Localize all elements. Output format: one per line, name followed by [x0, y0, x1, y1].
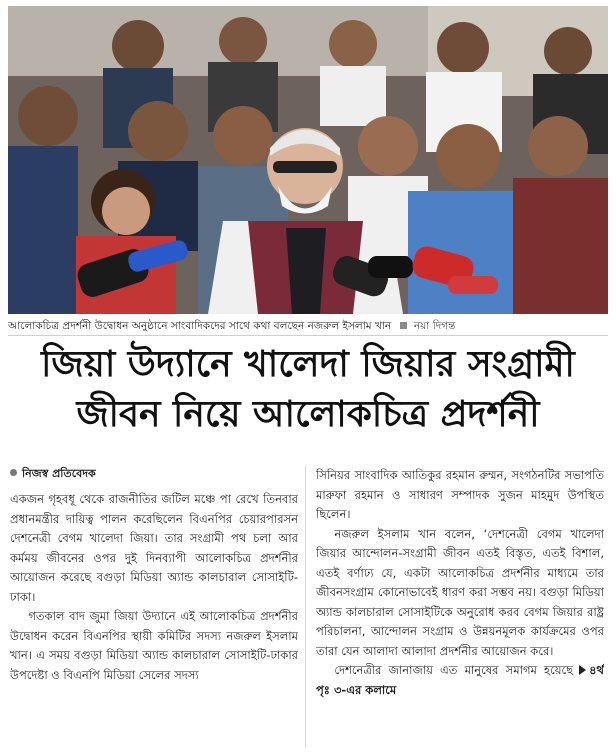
- headline-line-1: জিয়া উদ্যানে খালেদা জিয়ার সংগ্রামী: [41, 344, 575, 385]
- headline-line-2: জীবন নিয়ে আলোকচিত্র প্রদর্শনী: [76, 394, 540, 435]
- paragraph-last: [316, 661, 604, 700]
- bullet-dot-icon: [10, 469, 17, 476]
- caption-text: আলোকচিত্র প্রদর্শনী উদ্বোধন অনুষ্ঠানে সাংবাদিকদের সাথে কথা বলছেন নজরুল ইসলাম খান: [8, 320, 392, 332]
- paragraph: সিনিয়র সাংবাদিক আতিকুর রহমান রুম্মন, সংগঠনটির সভাপতি মারুফা রহমান ও সাধারণ সম্পাদক সুজন মাহমুদ উপস্থিত ছিলেন।: [316, 468, 604, 521]
- byline-text: নিজস্ব প্রতিবেদক: [22, 467, 96, 480]
- photo-illustration: [8, 6, 608, 314]
- photo-credit: নয়া দিগন্ত: [413, 320, 456, 332]
- photo-caption: [8, 317, 608, 336]
- column-divider: [305, 466, 306, 748]
- headline: [8, 340, 608, 440]
- paragraph: গতকাল বাদ জুমা জিয়া উদ্যানে এই আলোকচিত্র প্রদর্শনীর উদ্বোধন করেন বিএনপির স্থায়ী কমিটির সদস্য নজরুল ইসলাম খান। এ সময় বগুড়া মিডিয়া অ্যান্ড কালচারাল সোসাইটি-ঢাকার উপদেষ্টা ও বিএনপি মিডিয়া সেলের সদস্য: [10, 609, 298, 682]
- press-conference-photo: [8, 6, 608, 314]
- arrow-right-icon: [579, 665, 586, 675]
- square-bullet-icon: [400, 322, 407, 329]
- continuation-text: ৪র্থ পৃঃ ৩-এর কলামে: [316, 663, 604, 697]
- paragraph: একজন গৃহবধূ থেকে রাজনীতির জটিল মঞ্চে পা রেখে তিনবার প্রধানমন্ত্রীর দায়িত্ব পালন করেছিলেন বিএনপির চেয়ারপারসন দেশনেত্রী বেগম খালেদা জিয়া। তার সংগ্রামী পথ চলা আর কর্মময় জীবনের ওপর দুই দিনব্যাপী আলোকচিত্র প্রদর্শনীর আয়োজন করেছে বগুড়া মিডিয়া অ্যান্ড কালচারাল সোসাইটি-ঢাকা।: [10, 492, 298, 604]
- article-column-left: [10, 466, 298, 751]
- byline: [10, 466, 298, 482]
- article-column-right: [316, 466, 604, 751]
- paragraph-text: দেশনেত্রীর জানাজায় এত মানুষের সমাগম হয়েছে: [334, 663, 574, 677]
- paragraph: নজরুল ইসলাম খান বলেন, ‘দেশনেত্রী বেগম খালেদা জিয়ার আন্দোলন-সংগ্রামী জীবন এতই বিস্তৃত, এতই বিশাল, এতই বর্ণাঢ্য যে, একটা আলোকচিত্র প্রদর্শনীর মাধ্যমে তার জীবনসংগ্রাম কোনোভাবেই ধারণ করা সম্ভব নয়। বগুড়া মিডিয়া অ্যান্ড কালচারাল সোসাইটিকে অনুরোধ করব বেগম জিয়ার রাষ্ট্র পরিচালনা, আন্দোলন সংগ্রাম ও উন্নয়নমূলক কার্যক্রমের ওপর তারা যেন আলাদা আলাদা প্রদর্শনীর আয়োজন করে।: [316, 526, 604, 658]
